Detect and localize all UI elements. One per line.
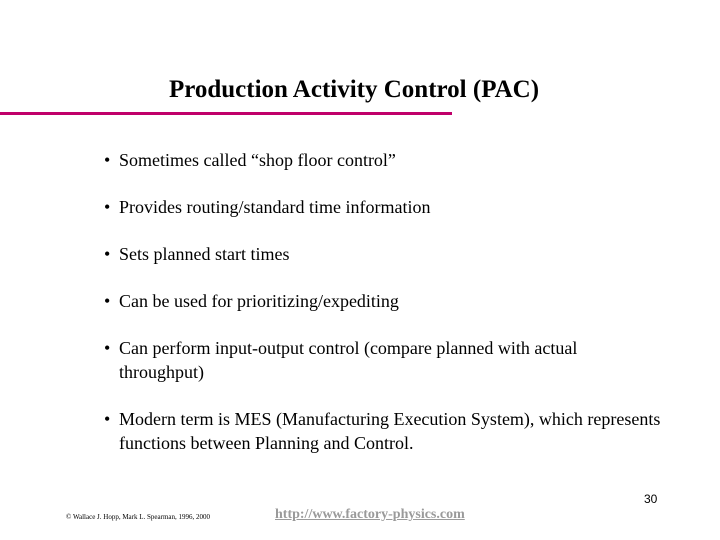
bullet-item (104, 336, 664, 384)
bullet-text: Can perform input-output control (compare planned with actual throughput) (119, 338, 578, 382)
bullet-item (104, 195, 664, 219)
bullet-text: Can be used for prioritizing/expediting (119, 291, 399, 311)
website-link[interactable]: http://www.factory-physics.com (275, 507, 465, 522)
bullet-dot-icon: • (104, 197, 111, 217)
page-number: 30 (644, 492, 658, 506)
bullet-text: Sometimes called “shop floor control” (119, 150, 396, 170)
bullet-item (104, 242, 664, 266)
bullet-item (104, 289, 664, 313)
bullet-dot-icon: • (104, 150, 111, 170)
bullet-dot-icon: • (104, 291, 111, 311)
slide-title: Production Activity Control (PAC) (168, 76, 540, 103)
bullet-item (104, 407, 664, 455)
bullet-text: Modern term is MES (Manufacturing Execution System), which represents functions between Planning and Control. (119, 409, 661, 453)
copyright-credit: © Wallace J. Hopp, Mark L. Spearman, 1996, 2000 (66, 513, 211, 521)
bullet-dot-icon: • (104, 338, 111, 358)
title-underline-rule (0, 112, 452, 115)
bullet-text: Provides routing/standard time information (119, 197, 431, 217)
bullet-dot-icon: • (104, 409, 111, 429)
bullet-dot-icon: • (104, 244, 111, 264)
bullet-list (104, 148, 664, 455)
bullet-item (104, 148, 664, 172)
bullet-text: Sets planned start times (119, 244, 290, 264)
